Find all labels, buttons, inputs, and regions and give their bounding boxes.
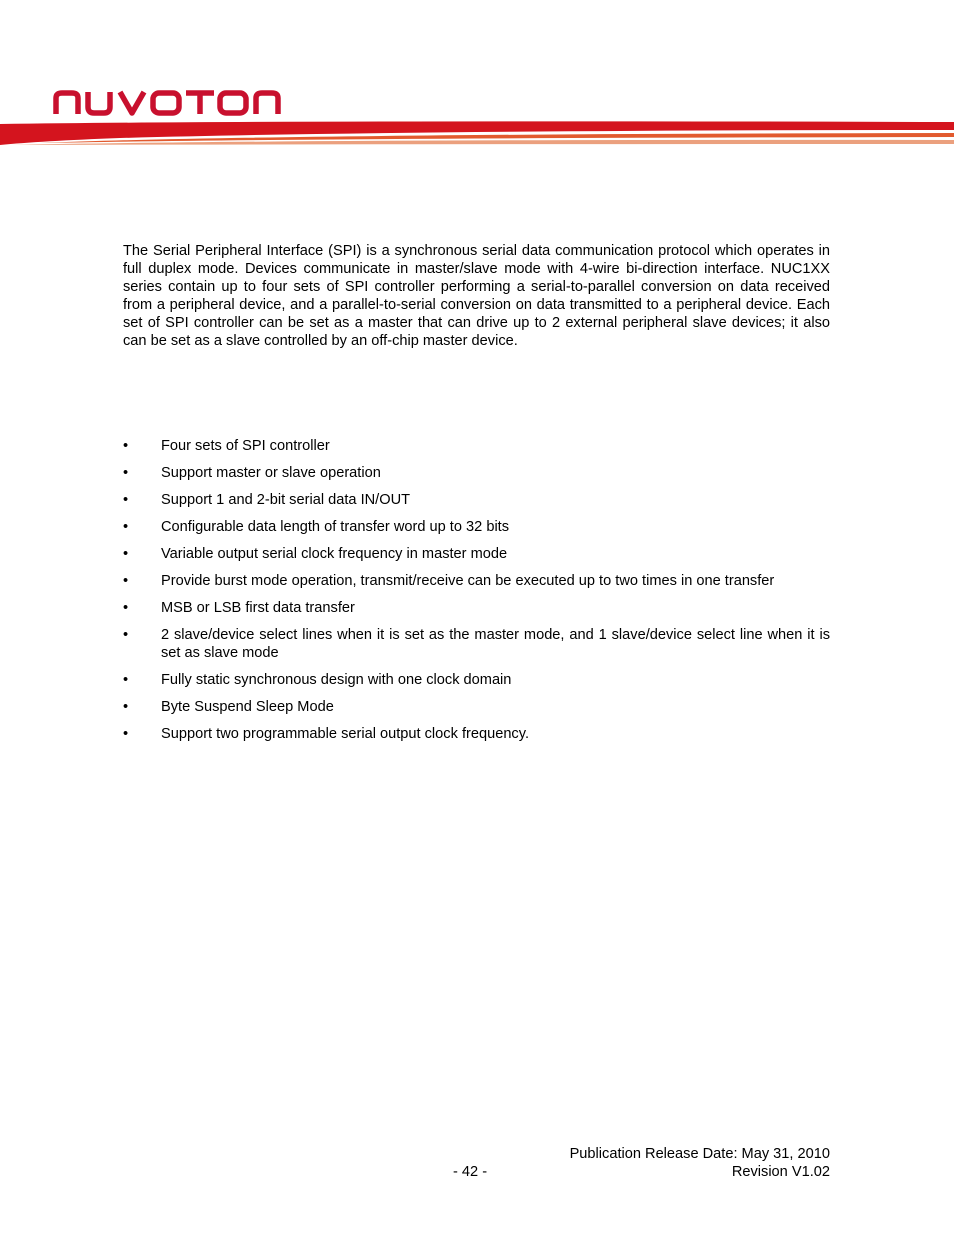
list-item: [123, 518, 830, 536]
bullet: •: [123, 672, 129, 688]
list-item: [123, 626, 830, 662]
list-item: [123, 545, 830, 563]
list-item-text: Byte Suspend Sleep Mode: [161, 699, 334, 715]
bullet: •: [123, 699, 129, 715]
bullet: •: [123, 573, 129, 589]
list-item: [123, 599, 830, 617]
bullet: •: [123, 519, 129, 535]
list-item-text: MSB or LSB first data transfer: [161, 600, 355, 616]
page-number: - 42 -: [453, 1164, 488, 1180]
intro-paragraph: The Serial Peripheral Interface (SPI) is a synchronous serial data communication protocol which operates in full duplex mode. Devices communicate in master/slave mode with 4-wire bi-direction interface. NUC1XX series contain up to four sets of SPI controller performing a serial-to-parallel conversion on data received from a peripheral device, and a parallel-to-serial conversion on data transmitted to a peripheral device. Each set of SPI controller can be set as a master that can drive up to 2 external peripheral slave devices; it also can be set as a slave controlled by an off-chip master device.: [123, 243, 830, 349]
list-item: [123, 437, 830, 455]
list-item-text: 2 slave/device select lines when it is set as the master mode, and 1 slave/device select line when it is set as slave mode: [161, 627, 830, 661]
bullet: •: [123, 465, 129, 481]
list-item: [123, 464, 830, 482]
publication-date: Publication Release Date: May 31, 2010: [569, 1146, 830, 1162]
list-item-text: Support two programmable serial output clock frequency.: [161, 726, 530, 742]
list-item-text: Provide burst mode operation, transmit/receive can be executed up to two times in one transfer: [161, 573, 775, 589]
list-item-text: Variable output serial clock frequency in master mode: [161, 546, 508, 562]
bullet: •: [123, 726, 129, 742]
bullet: •: [123, 627, 129, 643]
bullet: •: [123, 438, 129, 454]
revision: Revision V1.02: [731, 1164, 830, 1180]
list-item-text: Fully static synchronous design with one clock domain: [161, 672, 512, 688]
list-item-text: Support master or slave operation: [161, 465, 381, 481]
list-item-text: Configurable data length of transfer word up to 32 bits: [161, 519, 510, 535]
bullet: •: [123, 546, 129, 562]
bullet: •: [123, 492, 129, 508]
header-band: [0, 118, 954, 148]
list-item: [123, 491, 830, 509]
features-list: [123, 437, 830, 752]
bullet: •: [123, 600, 129, 616]
list-item: [123, 725, 830, 743]
nuvoton-logo: [52, 88, 308, 118]
list-item-text: Four sets of SPI controller: [161, 438, 330, 454]
list-item-text: Support 1 and 2-bit serial data IN/OUT: [161, 492, 411, 508]
list-item: [123, 572, 830, 590]
list-item: [123, 698, 830, 716]
list-item: [123, 671, 830, 689]
